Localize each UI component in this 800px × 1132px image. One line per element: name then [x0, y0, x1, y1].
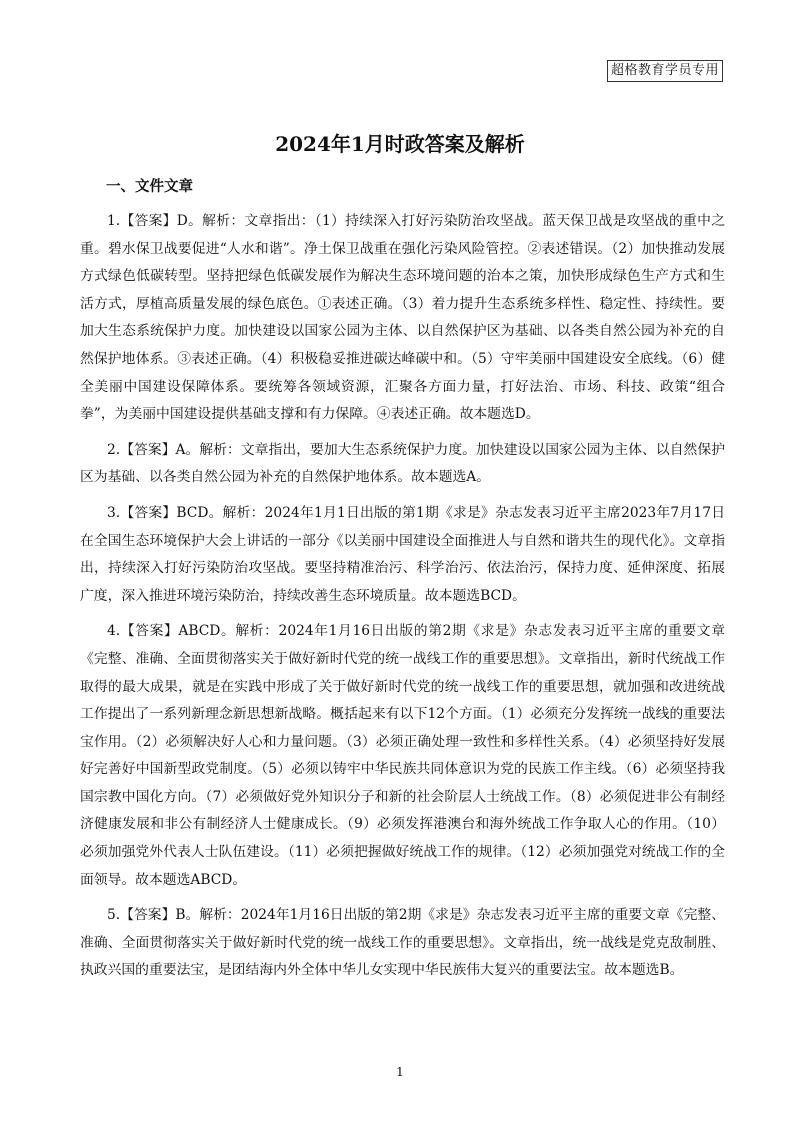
answer-3: 3.【答案】BCD。解析：2024年1月1日出版的第1期《求是》杂志发表习近平主席2023年7月17日在全国生态环境保护大会上讲话的一部分《以美丽中国建设全面推进人与自然和谐共生的现代化》。文章指出，持续深入打好污染防治攻坚战。要坚持精准治污、科学治污、依法治污，保持力度、延伸深度、拓展广度，深入推进环境污染防治，持续改善生态环境质量。故本题选BCD。 [80, 504, 725, 604]
section-heading: 一、文件文章 [106, 178, 193, 195]
answer-5: 5.【答案】B。解析：2024年1月16日出版的第2期《求是》杂志发表习近平主席的重要文章《完整、准确、全面贯彻落实关于做好新时代党的统一战线工作的重要思想》。文章指出，统一战线是党克敌制胜、执政兴国的重要法宝，是团结海内外全体中华儿女实现中华民族伟大复兴的重要法宝。故本题选B。 [80, 907, 725, 979]
header-stamp: 超格教育学员专用 [607, 60, 723, 82]
answer-list [80, 208, 725, 993]
page-number: 1 [396, 1065, 404, 1079]
document-title: 2024年1月时政答案及解析 [275, 132, 525, 156]
answer-2: 2.【答案】A。解析：文章指出，要加大生态系统保护力度。加快建设以国家公园为主体、以自然保护区为基础、以各类自然公园为补充的自然保护地体系。故本题选A。 [80, 441, 725, 486]
answer-1: 1.【答案】D。解析：文章指出：（1）持续深入打好污染防治攻坚战。蓝天保卫战是攻坚战的重中之重。碧水保卫战要促进“人水和谐”。净土保卫战重在强化污染风险管控。②表述错误。（2）加快推动发展方式绿色低碳转型。坚持把绿色低碳发展作为解决生态环境问题的治本之策，加快形成绿色生产方式和生活方式，厚植高质量发展的绿色底色。①表述正确。（3）着力提升生态系统多样性、稳定性、持续性。要加大生态系统保护力度。加快建设以国家公园为主体、以自然保护区为基础、以各类自然公园为补充的自然保护地体系。③表述正确。（4）积极稳妥推进碳达峰碳中和。（5）守牢美丽中国建设安全底线。（6）健全美丽中国建设保障体系。要统筹各领域资源，汇聚各方面力量，打好法治、市场、科技、政策“组合拳”，为美丽中国建设提供基础支撑和有力保障。④表述正确。故本题选D。 [80, 213, 725, 423]
answer-4: 4.【答案】ABCD。解析：2024年1月16日出版的第2期《求是》杂志发表习近平主席的重要文章《完整、准确、全面贯彻落实关于做好新时代党的统一战线工作的重要思想》。文章指出，新时代统战工作取得的最大成果，就是在实践中形成了关于做好新时代党的统一战线工作的重要思想，就加强和改进统战工作提出了一系列新理念新思想新战略。概括起来有以下12个方面。（1）必须充分发挥统一战线的重要法宝作用。（2）必须解决好人心和力量问题。（3）必须正确处理一致性和多样性关系。（4）必须坚持好发展好完善好中国新型政党制度。（5）必须以铸牢中华民族共同体意识为党的民族工作主线。（6）必须坚持我国宗教中国化方向。（7）必须做好党外知识分子和新的社会阶层人士统战工作。（8）必须促进非公有制经济健康发展和非公有制经济人士健康成长。（9）必须发挥港澳台和海外统战工作争取人心的作用。（10）必须加强党外代表人士队伍建设。（11）必须把握做好统战工作的规律。（12）必须加强党对统战工作的全面领导。故本题选ABCD。 [80, 623, 725, 888]
